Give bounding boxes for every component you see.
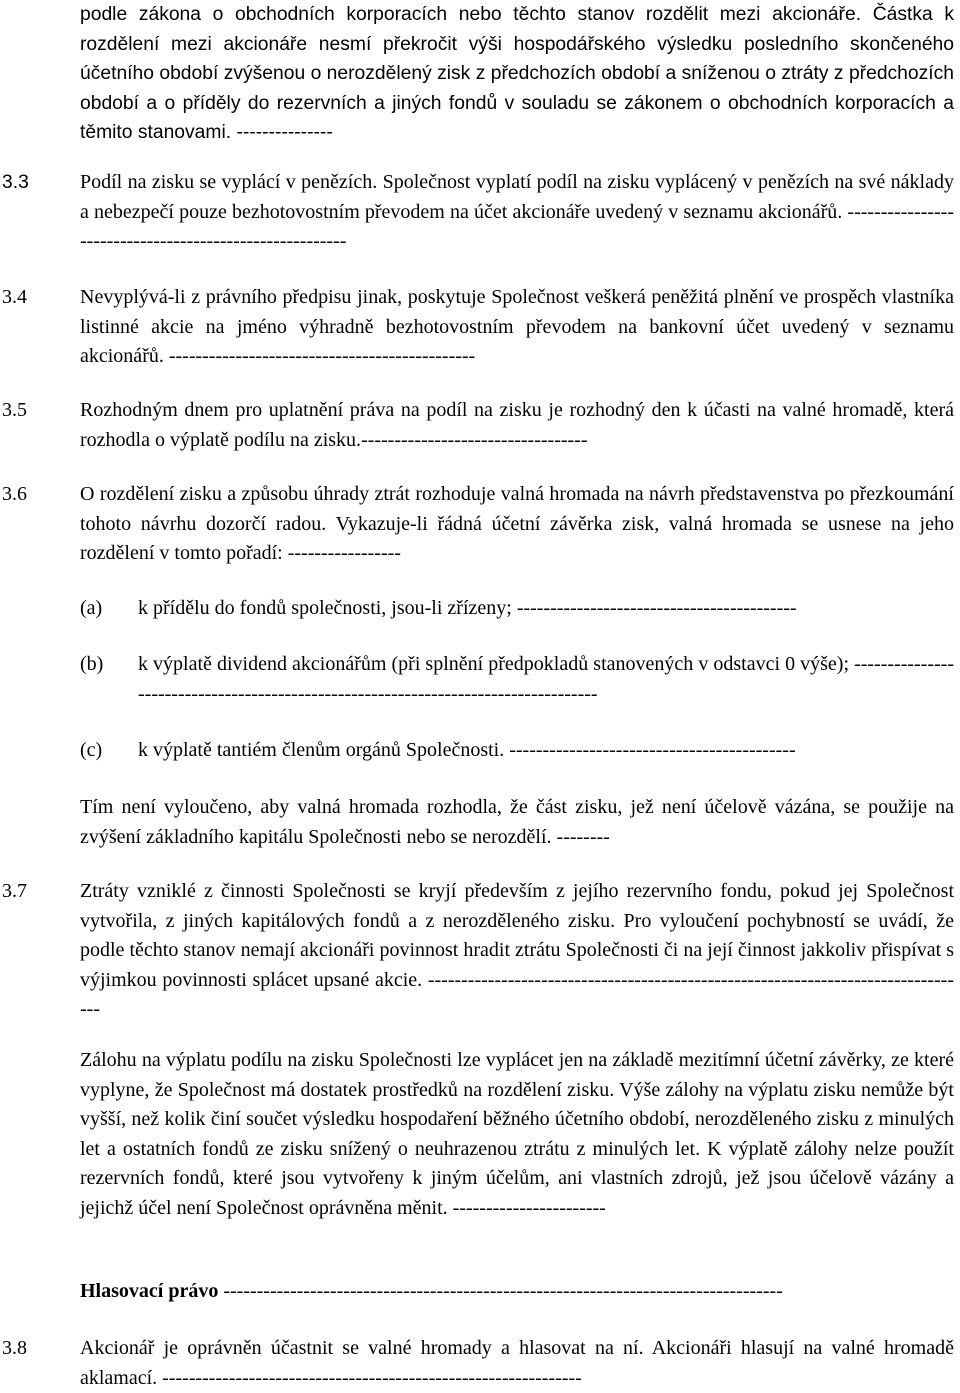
section-number-3-7: 3.7 (2, 880, 27, 902)
list-item-text-b: k výplatě dividend akcionářům (při splnění předpokladů stanovených v odstavci 0 výše); ------------------------------------------------------------------------------------ (138, 653, 954, 705)
list-item-label-c: (c) (80, 739, 103, 761)
section-text-3-3: Podíl na zisku se vyplácí v penězích. Společnost vyplatí podíl na zisku vyplácený v penězích na své náklady a nebezpečí pouze bezhotovostním převodem na účet akcionáře uvedený v seznamu akcionářů. -------------------------------------------------------- (80, 171, 954, 252)
list-item-label-a: (a) (80, 597, 103, 619)
section-text-3-8: Akcionář je oprávněn účastnit se valné hromady a hlasovat na ní. Akcionáři hlasují na valné hromadě aklamací. --------------------------------------------------------------- (80, 1337, 954, 1389)
list-item-text-a: k přídělu do fondů společnosti, jsou-li zřízeny; ------------------------------------------ (138, 597, 797, 619)
list-item-text-c: k výplatě tantiém členům orgánů Společnosti. ------------------------------------------- (138, 739, 796, 761)
list-item-label-b: (b) (80, 653, 104, 675)
section-text-3-6: O rozdělení zisku a způsobu úhrady ztrát rozhoduje valná hromada na návrh představenstva po přezkoumání tohoto návrhu dozorčí radou. Vykazuje-li řádná účetní závěrka zisk, valná hromada se usnese na jeho rozdělení v tomto pořadí: ----------------- (80, 483, 954, 564)
section-text-3-4: Nevyplývá-li z právního předpisu jinak, poskytuje Společnost veškerá peněžitá plnění ve prospěch vlastníka listinné akcie na jméno výhradně bezhotovostním převodem na bankovní účet uvedený v seznamu akcionářů. ---------------------------------------------- (80, 286, 954, 367)
section-number-3-8: 3.8 (2, 1337, 27, 1359)
section-tail-3-6: Tím není vyloučeno, aby valná hromada rozhodla, že část zisku, jež není účelově vázána, se použije na zvýšení základního kapitálu Společnosti nebo se nerozdělí. -------- (80, 796, 954, 848)
section-number-3-5: 3.5 (2, 399, 27, 421)
section-number-3-3: 3.3 (2, 172, 29, 193)
section-text-3-7: Ztráty vzniklé z činnosti Společnosti se kryjí především z jejího rezervního fondu, pokud jej Společnost vytvořila, z jiných kapitálových fondů a z nerozděleného zisku. Pro vyloučení pochybností se uvádí, že podle těchto stanov nemají akcionáři povinnost hradit ztrátu Společnosti či na její činnost jakkoliv přispívat s výjimkou povinnosti splácet upsané akcie. ---------------------------------------------------------------------------------- (80, 880, 954, 1020)
heading-voting-right (80, 1277, 954, 1307)
section-number-3-6: 3.6 (2, 483, 27, 505)
section-number-3-4: 3.4 (2, 286, 27, 308)
intro-paragraph: podle zákona o obchodních korporacích nebo těchto stanov rozdělit mezi akcionáře. Částka k rozdělení mezi akcionáře nesmí překročit výši hospodářského výsledku posledního skončeného účetního období zvýšenou o nerozdělený zisk z předchozích období a sníženou o ztráty z předchozích období a o příděly do rezervních a jiných fondů v souladu se zákonem o obchodních korporacích a těmito stanovami. --------------- (80, 4, 954, 143)
section-tail-3-7: Zálohu na výplatu podílu na zisku Společnosti lze vyplácet jen na základě mezitímní účetní závěrky, ze které vyplyne, že Společnost má dostatek prostředků na rozdělení zisku. Výše zálohy na výplatu zisku nemůže být vyšší, než kolik činí součet výsledku hospodaření běžného účetního období, nerozděleného zisku z minulých let a ostatních fondů ze zisku snížený o neuhrazenou ztrátu z minulých let. K výplatě zálohy nelze použít rezervních fondů, které jsou vytvořeny k jiným účelům, ani vlastních zdrojů, jež jsou účelově vázány a jejichž účel není Společnost oprávněna měnit. ----------------------- (80, 1049, 954, 1219)
section-text-3-5: Rozhodným dnem pro uplatnění práva na podíl na zisku je rozhodný den k účasti na valné hromadě, která rozhodla o výplatě podílu na zisku.---------------------------------- (80, 399, 954, 451)
heading-dashes: ------------------------------------------------------------------------------------ (218, 1280, 783, 1302)
heading-title: Hlasovací právo (80, 1280, 219, 1302)
